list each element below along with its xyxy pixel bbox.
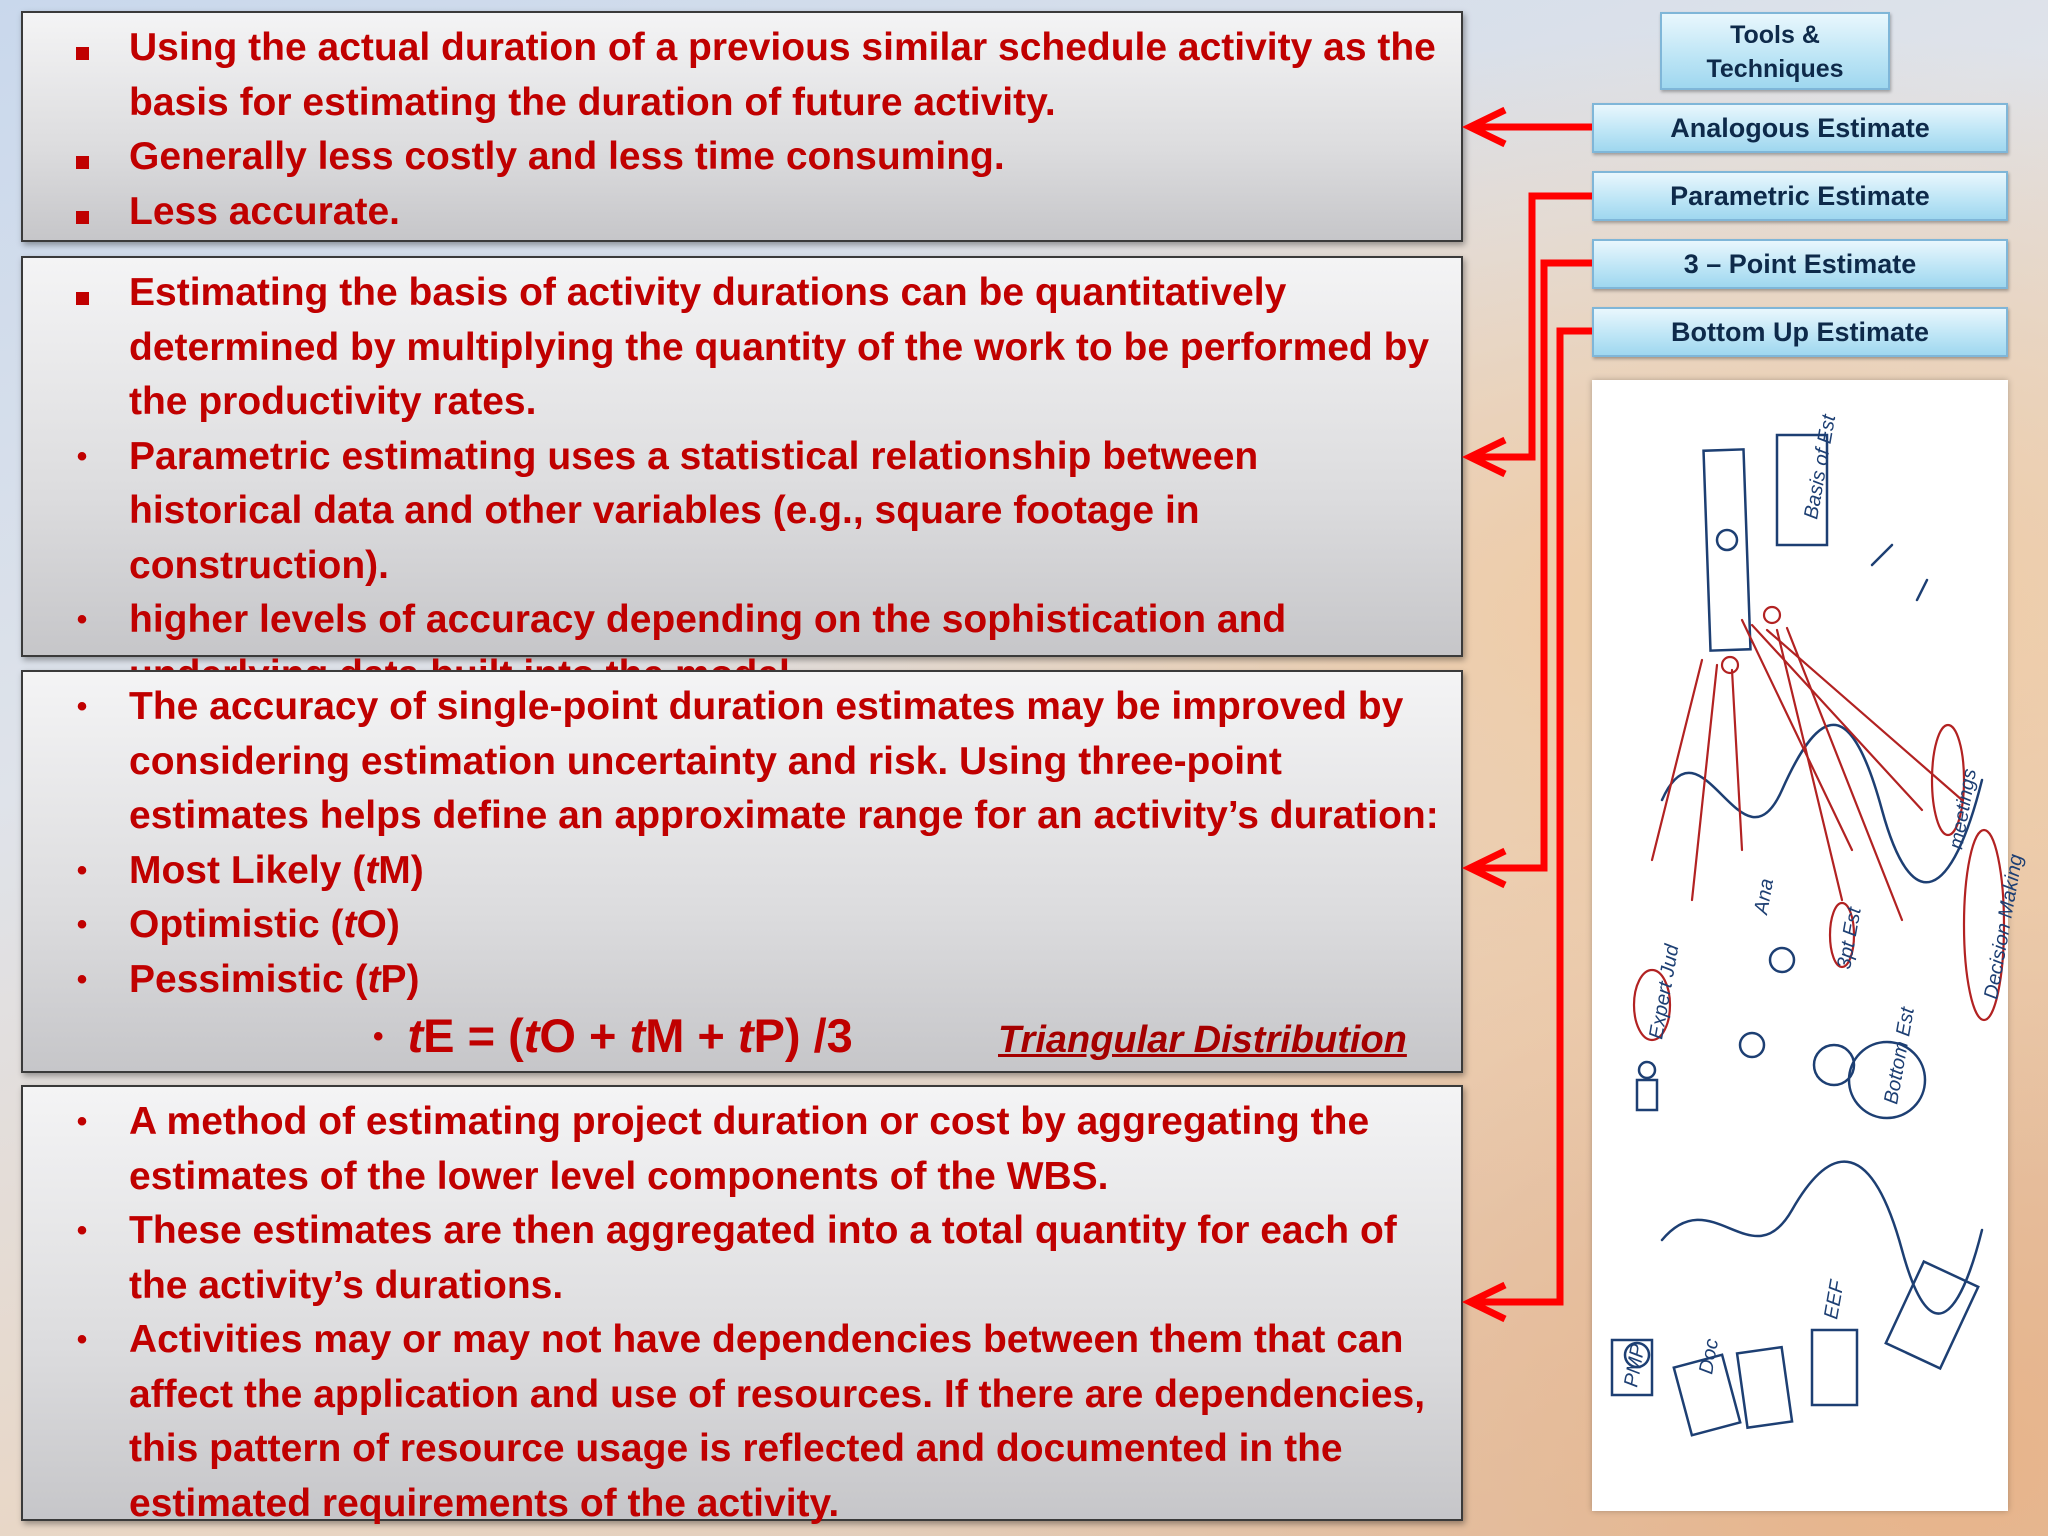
relation-line [1787, 628, 1902, 920]
sketch-label-ana: Ana [1750, 876, 1779, 916]
round-bullet-icon: • [76, 962, 88, 996]
list-item: • Optimistic (tO) [43, 898, 1441, 953]
connector-parametric [1475, 196, 1592, 457]
eef-stack-icon [1812, 1330, 1857, 1405]
sketch-label-decision: Decision Making [1980, 852, 2028, 1001]
relation-line [1652, 660, 1702, 860]
tools-circle-icon [1814, 1045, 1854, 1085]
round-bullet-icon: • [76, 439, 88, 473]
list-item: • The accuracy of single-point duration estimates may be improved by considering estimation uncertainty and risk. Using three-point estimates helps define an approximate range for an activity’s duration: [43, 680, 1441, 844]
relation-line [1732, 670, 1742, 850]
sketch-label-bottom: Bottom Est [1880, 1005, 1919, 1106]
list-item: Estimating the basis of activity durations can be quantitatively determined by multiplying the quantity of the work to be performed by the productivity rates. [43, 266, 1441, 430]
wave-icon [1662, 1162, 1982, 1314]
connector-bottom-up [1475, 331, 1592, 1302]
sketch-label-doc: Doc [1695, 1337, 1724, 1376]
round-bullet-icon: • [76, 908, 88, 941]
sketch-label-expert: Expert Jud [1645, 942, 1684, 1041]
round-bullet-icon: • [76, 1323, 88, 1356]
sketch-drawing [1592, 380, 2028, 1511]
list-item: Generally less costly and less time consuming. [43, 130, 1441, 185]
round-bullet-icon: • [76, 603, 88, 636]
laptop-icon [1886, 1262, 1978, 1369]
sketch-label-meetings: meetings [1945, 767, 1982, 851]
tick-mark-icon [1872, 545, 1892, 565]
relation-line [1692, 665, 1717, 900]
whiteboard-sketch [1592, 380, 2028, 1511]
triangular-distribution-label: Triangular Distribution [998, 1019, 1407, 1061]
tool-three-point-estimate[interactable]: 3 – Point Estimate [1592, 239, 2008, 289]
swirl-icon [1764, 607, 1780, 623]
tool-bottom-up-estimate[interactable]: Bottom Up Estimate [1592, 307, 2008, 357]
list-item: • Most Likely (tM) [43, 844, 1441, 899]
sketch-label-pmp: PMP [1620, 1342, 1650, 1389]
round-bullet-icon: • [76, 690, 88, 723]
list-item: • Parametric estimating uses a statistical relationship between historical data and other variables (e.g., square footage in construction). [43, 430, 1441, 594]
list-item: • higher levels of accuracy depending on the sophistication and [43, 593, 1441, 702]
option-a-circle-icon [1740, 1033, 1764, 1057]
list-item: • These estimates are then aggregated into a total quantity for each of the activity’s durations. [43, 1204, 1441, 1313]
tick-mark-icon [1917, 580, 1927, 600]
pert-formula: • tE = (tO + tM + tP) /3 [373, 1009, 853, 1062]
sketch-label-three-pt: 3pt Est [1833, 905, 1866, 971]
document-icon [1737, 1347, 1792, 1428]
list-item: Less accurate. [43, 185, 1441, 240]
list-item: • Activities may or may not have dependencies between them that can affect the application and use of resources. If there are dependencies, this pattern of resource usage is reflected and documented in the estimated requirements of the activity. [43, 1313, 1441, 1531]
tool-parametric-estimate[interactable]: Parametric Estimate [1592, 171, 2008, 221]
person-head-icon [1639, 1062, 1655, 1078]
clock-icon [1717, 530, 1737, 550]
list-item: • A method of estimating project duration or cost by aggregating the estimates of the lower level components of the WBS. [43, 1095, 1441, 1204]
relation-line [1777, 630, 1842, 900]
person-icon [1637, 1080, 1657, 1110]
round-bullet-icon: • [76, 1105, 88, 1138]
relation-line [1752, 625, 1922, 810]
round-bullet-icon: • [76, 1214, 88, 1247]
sketch-label-eef: EEF [1820, 1278, 1849, 1321]
round-bullet-icon: • [76, 853, 88, 887]
swirl-icon [1722, 657, 1738, 673]
option-b-circle-icon [1770, 948, 1794, 972]
list-item: Using the actual duration of a previous similar schedule activity as the basis for estimating the duration of future activity. [43, 21, 1441, 130]
tools-header: Tools & Techniques [1660, 12, 1890, 90]
list-item: • Pessimistic (tP) [43, 953, 1441, 1008]
tool-analogous-estimate[interactable]: Analogous Estimate [1592, 103, 2008, 153]
sketch-label-basis: Basis of Est [1800, 413, 1841, 521]
